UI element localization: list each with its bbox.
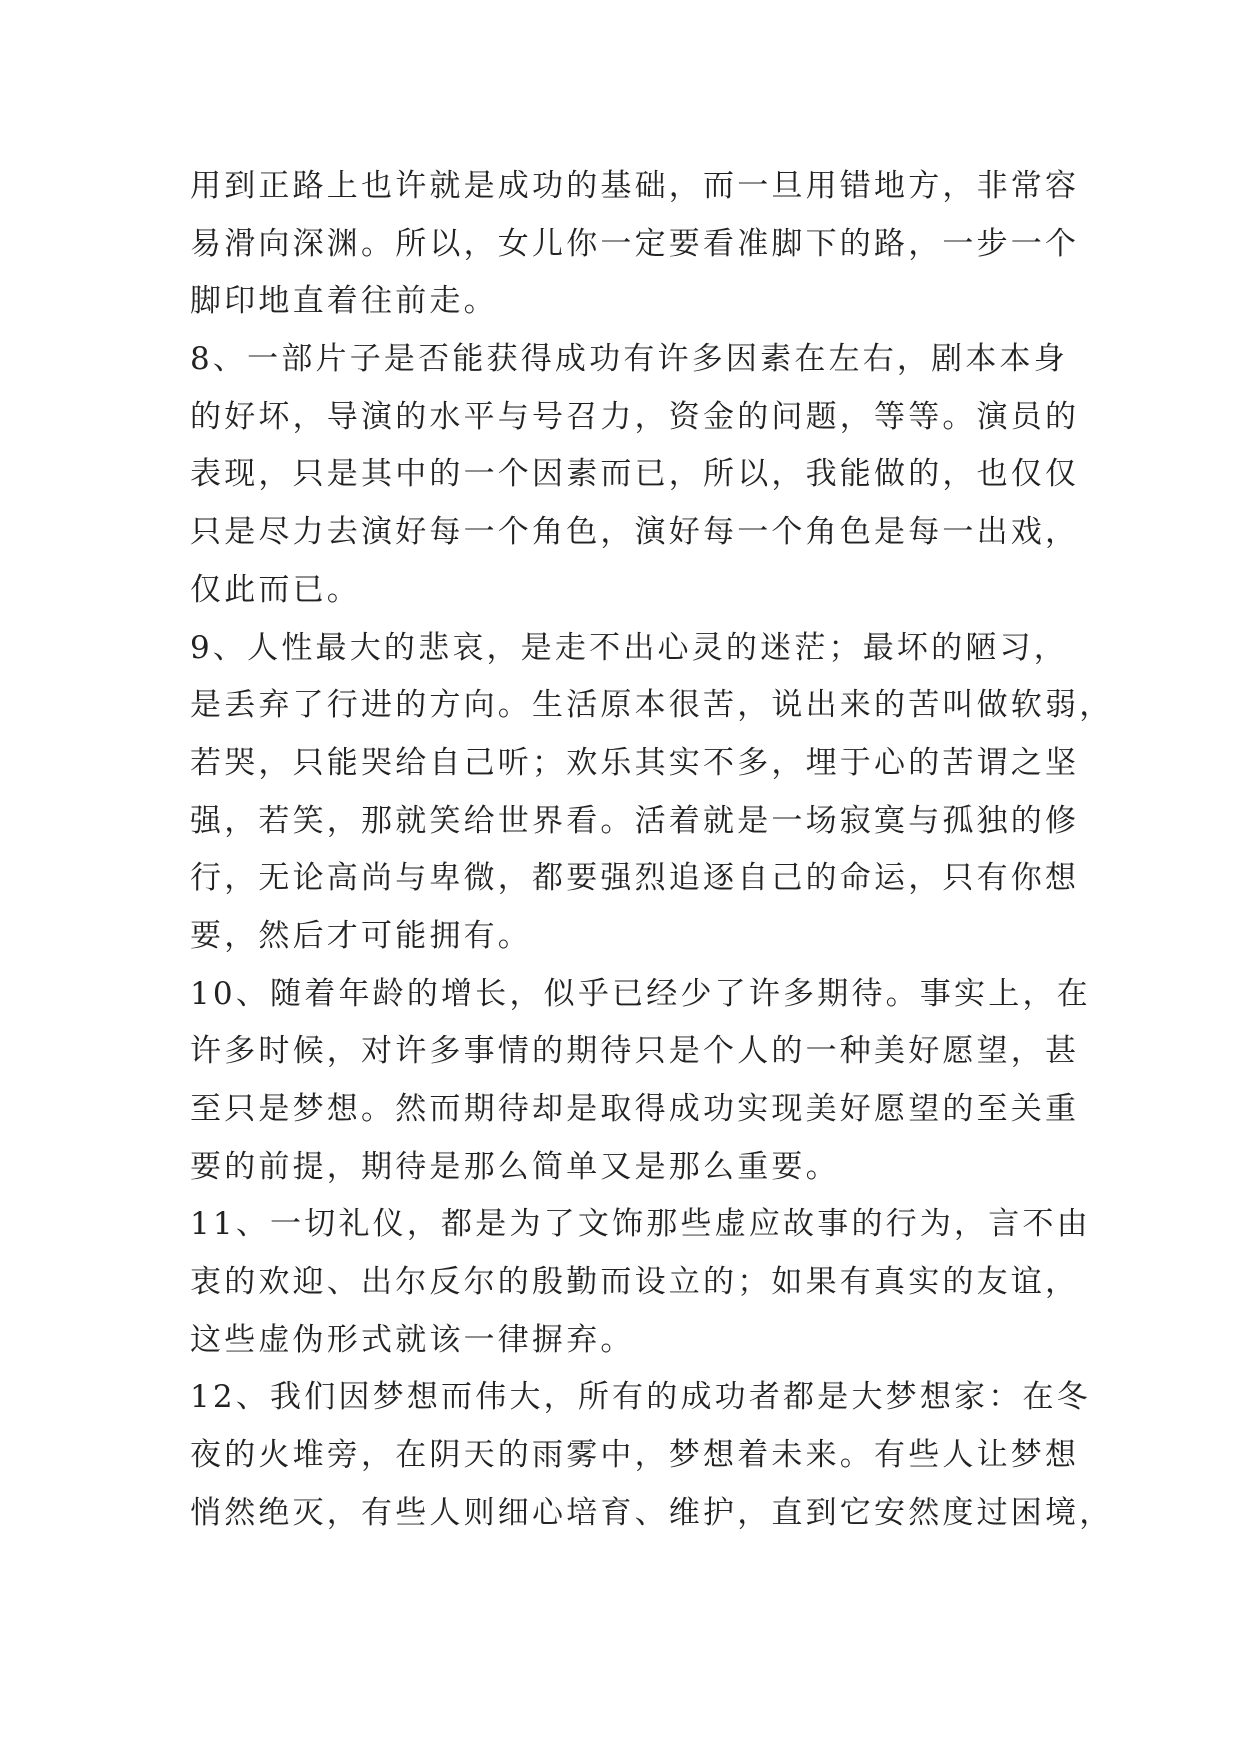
text-line: 行，无论高尚与卑微，都要强烈追逐自己的命运，只有你想	[190, 860, 1080, 897]
text-line: 的好坏，导演的水平与号召力，资金的问题，等等。演员的	[190, 398, 1080, 435]
text-line: 衷的欢迎、出尔反尔的殷勤而设立的；如果有真实的友谊，	[190, 1264, 1080, 1301]
text-line: 仅此而已。	[190, 571, 361, 608]
text-line: 悄然绝灭，有些人则细心培育、维护，直到它安然度过困境，	[190, 1494, 1114, 1531]
text-line: 许多时候，对许多事情的期待只是个人的一种美好愿望，甚	[190, 1033, 1080, 1070]
text-line: 要，然后才可能拥有。	[190, 917, 532, 954]
text-line: 夜的火堆旁，在阴天的雨雾中，梦想着未来。有些人让梦想	[190, 1437, 1080, 1474]
text-line: 只是尽力去演好每一个角色，演好每一个角色是每一出戏，	[190, 514, 1080, 551]
text-line: 用到正路上也许就是成功的基础，而一旦用错地方，非常容	[190, 168, 1080, 204]
body-text	[190, 158, 1114, 1543]
text-line: 12、我们因梦想而伟大，所有的成功者都是大梦想家：在冬	[190, 1379, 1091, 1416]
text-line: 若哭，只能哭给自己听；欢乐其实不多，埋于心的苦谓之坚	[190, 744, 1080, 781]
text-line: 10、随着年龄的增长，似乎已经少了许多期待。事实上，在	[190, 975, 1091, 1012]
text-line: 易滑向深渊。所以，女儿你一定要看准脚下的路，一步一个	[190, 225, 1080, 262]
text-line: 11、一切礼仪，都是为了文饰那些虚应故事的行为，言不由	[190, 1206, 1091, 1243]
text-line: 是丢弃了行进的方向。生活原本很苦，说出来的苦叫做软弱，	[190, 687, 1114, 724]
text-line: 脚印地直着往前走。	[190, 283, 498, 320]
text-line: 表现，只是其中的一个因素而已，所以，我能做的，也仅仅	[190, 456, 1080, 493]
text-line: 9、人性最大的悲哀，是走不出心灵的迷茫；最坏的陋习，	[190, 629, 1068, 666]
text-line: 要的前提，期待是那么简单又是那么重要。	[190, 1148, 840, 1185]
text-line: 这些虚伪形式就该一律摒弃。	[190, 1321, 635, 1358]
text-line: 至只是梦想。然而期待却是取得成功实现美好愿望的至关重	[190, 1091, 1080, 1127]
text-line: 8、一部片子是否能获得成功有许多因素在左右，剧本本身	[190, 341, 1068, 378]
text-line: 强，若笑，那就笑给世界看。活着就是一场寂寞与孤独的修	[190, 802, 1080, 839]
